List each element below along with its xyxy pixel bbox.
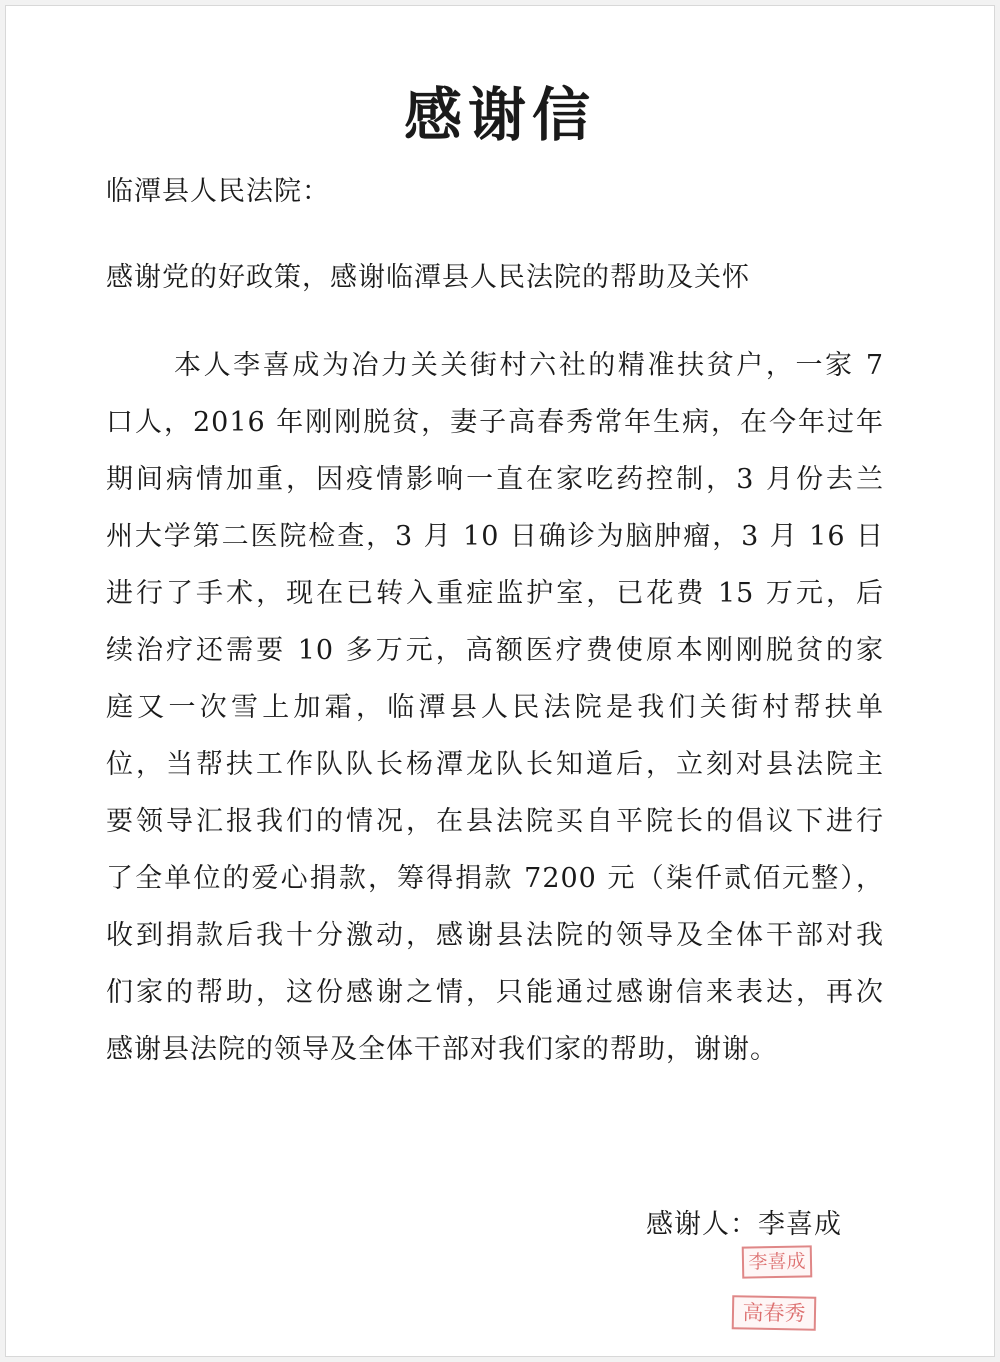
body-line: 感谢县法院的领导及全体干部对我们家的帮助，谢谢。 (106, 1034, 778, 1065)
name-seal-stamp: 高春秀 (732, 1295, 817, 1330)
salutation: 临潭县人民法院： (106, 176, 330, 207)
body-line: 收到捐款后我十分激动，感谢县法院的领导及全体干部对我 (106, 920, 884, 951)
body-line: 口人，2016 年刚刚脱贫，妻子高春秀常年生病，在今年过年 (106, 407, 884, 438)
letter-body (106, 341, 884, 1082)
body-line: 续治疗还需要 10 多万元，高额医疗费使原本刚刚脱贫的家 (106, 635, 884, 666)
body-line: 了全单位的爱心捐款，筹得捐款 7200 元（柒仟贰佰元整）， (106, 863, 884, 894)
body-line: 要领导汇报我们的情况，在县法院买自平院长的倡议下进行 (106, 806, 884, 837)
body-line: 位，当帮扶工作队队长杨潭龙队长知道后，立刻对县法院主 (106, 749, 884, 780)
body-line: 州大学第二医院检查，3 月 10 日确诊为脑肿瘤，3 月 16 日 (106, 521, 884, 552)
body-line: 庭又一次雪上加霜，临潭县人民法院是我们关街村帮扶单 (106, 692, 884, 723)
body-line: 本人李喜成为冶力关关街村六社的精准扶贫户，一家 7 (174, 350, 884, 381)
body-line: 进行了手术，现在已转入重症监护室，已花费 15 万元，后 (106, 578, 884, 609)
letter-title: 感谢信 (403, 81, 596, 149)
body-line: 们家的帮助，这份感谢之情，只能通过感谢信来表达，再次 (106, 977, 884, 1008)
signature: 感谢人：李喜成 (646, 1209, 842, 1240)
opening-line: 感谢党的好政策，感谢临潭县人民法院的帮助及关怀 (106, 262, 750, 293)
name-seal-stamp: 李喜成 (742, 1245, 813, 1278)
body-line: 期间病情加重，因疫情影响一直在家吃药控制，3 月份去兰 (106, 464, 884, 495)
